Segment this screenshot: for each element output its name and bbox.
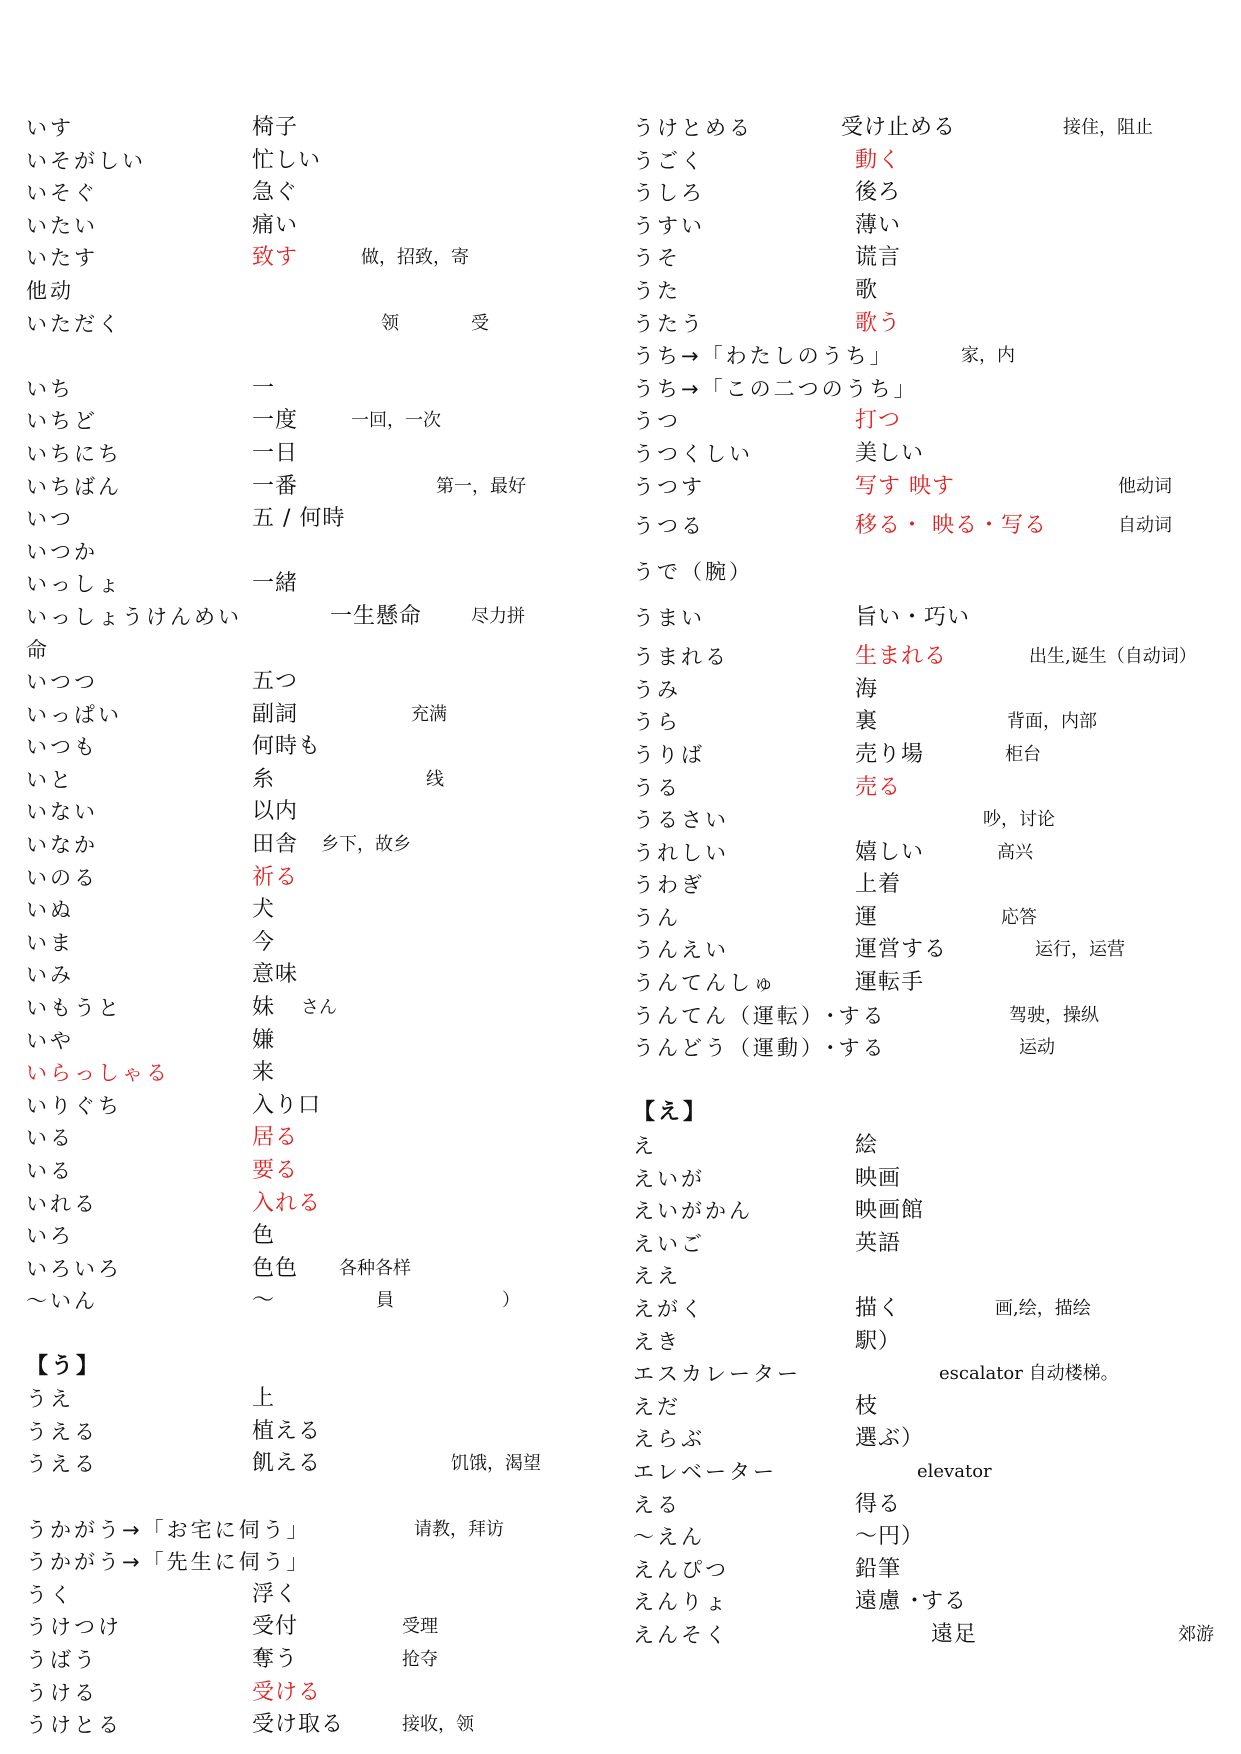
entry-reading: いちばん [26,474,122,499]
entry-kanji: 忙しい [252,147,322,173]
entry-reading: いらっしゃる [26,1061,170,1086]
entry-reading: いぬ [26,898,74,923]
entry-reading: える [633,1492,681,1517]
entry-kanji: 田舎 [252,832,299,858]
entry-reading: うけとる [26,1713,122,1738]
vocab-entry [26,308,626,341]
entry-reading: いる [26,1126,74,1151]
entry-reading: エスカレーター [633,1362,801,1387]
entry-reading: いみ [26,963,74,988]
entry-reading: いや [26,1028,74,1053]
vocab-entry [633,549,1233,595]
vocab-entry [633,641,1233,674]
entry-kanji: 遠慮 ･する [855,1589,967,1615]
entry-kanji: 要る [252,1158,299,1183]
entry-reading: えんぴつ [633,1557,729,1582]
vocab-entry [26,1579,626,1612]
vocab-entry [26,1220,626,1253]
vocab-entry [633,902,1233,935]
entry-kanji: 一生懸命 [330,603,423,629]
entry-reading: うた [633,278,681,303]
entry-kanji: 枝 [855,1393,879,1419]
vocab-entry [26,1285,626,1318]
entry-meaning: 自动词 [1118,515,1172,537]
entry-reading: うで（腕） [633,560,753,585]
vocab-entry [633,1554,1233,1587]
entry-reading: いたい [26,213,98,238]
entry-reading: うけとめる [633,116,753,140]
vocab-entry [26,1155,626,1188]
entry-reading: いる [26,1159,74,1183]
entry-kanji: 色 [252,1223,276,1249]
entry-meaning: さん [301,997,337,1019]
vocab-entry [26,568,626,601]
entry-reading: えんそく [633,1622,729,1647]
entry-kanji: 選ぶ） [855,1426,925,1452]
vocab-entry [633,1358,1233,1391]
entry-reading: いっぱい [26,702,122,727]
entry-reading: うかがう→「お宅に伺う」 [26,1517,311,1542]
vocab-entry [633,340,1233,373]
entry-kanji: 上 [252,1386,276,1412]
vocab-entry [633,1260,1233,1293]
entry-kanji: 動く [855,147,902,173]
entry-reading: いれる [26,1191,98,1216]
vocab-entry [633,837,1233,870]
entry-reading: いろいろ [26,1256,122,1281]
entry-reading: うんえい [633,938,729,963]
entry-kanji: 得る [855,1491,902,1517]
vocab-entry [26,503,626,536]
entry-meaning: 出生,诞生（自动词） [1029,646,1197,668]
entry-kanji: 副詞 [252,701,299,727]
entry-reading: うすい [633,213,705,238]
entry-reading: うそ [633,246,681,271]
vocab-entry [633,706,1233,739]
entry-kanji: 美しい [855,440,925,466]
vocab-entry [26,242,626,275]
vocab-entry [26,992,626,1025]
vocab-entry [633,869,1233,902]
entry-reading: うつす [633,474,705,499]
entry-kanji: 駅） [855,1328,902,1354]
entry-reading: うち→「わたしのうち」 [633,344,894,369]
entry-kanji: 映画館 [855,1198,925,1224]
entry-reading: いない [26,800,98,825]
entry-meaning: escalator 自动楼梯。 [939,1363,1119,1385]
vocab-entry [633,112,1233,145]
vocab-entry [26,1383,626,1416]
entry-kanji: 受け止める [841,115,957,140]
entry-reading: えいご [633,1231,705,1256]
entry-meaning: 第一，最好 [436,475,526,497]
entry-kanji: 映画 [855,1165,902,1191]
vocab-entry [633,1489,1233,1522]
vocab-entry [633,1521,1233,1554]
entry-kanji: 嬉しい [855,839,925,865]
vocab-entry [633,242,1233,275]
section-gap [26,1318,626,1351]
entry-kanji: 一緒 [252,571,299,597]
vocab-entry [26,1448,626,1481]
entry-reading: えんりょ [633,1590,729,1615]
vocab-entry [26,959,626,992]
entry-reading: ええ [633,1264,681,1289]
entry-kanji: 入れる [252,1190,322,1216]
entry-meaning: 郊游 [1178,1623,1214,1645]
entry-reading: うつくしい [633,441,753,466]
entry-kanji: 写す 映す [855,473,955,499]
entry-reading: うごく [633,148,705,173]
entry-kanji: 以内 [252,799,299,825]
entry-reading: うつ [633,409,681,434]
entry-reading: え [633,1134,657,1159]
entry-reading: いもうと [26,996,122,1021]
entry-kanji: 歌う [855,310,902,336]
entry-meaning: 饥饿，渴望 [451,1453,541,1475]
entry-meaning: 吵，讨论 [983,809,1055,831]
entry-reading: えだ [633,1394,681,1419]
entry-kanji: 運 [855,904,879,930]
entry-reading: 命 [26,637,50,662]
entry-reading: いっしょうけんめい [26,604,242,629]
entry-kanji: 一 [252,375,276,401]
vocab-entry [633,1228,1233,1261]
entry-kanji: 上着 [855,872,902,898]
vocab-entry [26,731,626,764]
entry-kanji: 受ける [252,1679,322,1705]
entry-meaning: 接住，阻止 [1063,117,1153,138]
entry-kanji: 後ろ [855,180,902,206]
entry-reading: うんてんしゅ [633,971,777,996]
entry-kanji: 今 [252,929,276,955]
entry-reading: うわぎ [633,873,705,898]
entry-kanji: 打つ [855,408,902,434]
section-heading [26,1351,626,1384]
entry-meaning: 柜台 [1005,743,1041,765]
entry-reading: いたす [26,246,98,271]
heading-label: 【う】 [26,1353,102,1379]
entry-reading: ～えん [633,1525,705,1550]
entry-meaning: 做，招致，寄 [361,247,469,269]
entry-meaning: 一回，一次 [351,410,441,432]
vocab-entry [26,1188,626,1221]
entry-reading: うつる [633,514,705,539]
vocab-entry [633,1163,1233,1196]
entry-reading: うたう [633,311,705,336]
vocab-entry [26,112,626,145]
entry-kanji: 犬 [252,897,276,923]
entry-reading: うまい [633,606,705,631]
entry-reading: うえる [26,1452,98,1477]
entry-reading: うん [633,905,681,930]
left-column [26,112,626,1742]
vocab-entry [26,536,626,569]
entry-meaning: 乡下，故乡 [321,834,411,856]
entry-kanji: 嫌 [252,1027,276,1053]
vocab-entry [633,934,1233,967]
entry-reading: いなか [26,833,98,858]
vocab-entry [26,1057,626,1090]
entry-reading: えがく [633,1297,705,1321]
entry-reading: いりぐち [26,1093,122,1118]
vocab-entry [633,1032,1233,1065]
section-gap [633,1065,1233,1098]
entry-reading: うみ [633,677,681,702]
vocab-entry [26,471,626,504]
entry-kanji: 祈る [252,864,299,890]
vocab-entry [633,145,1233,178]
vocab-entry [633,1391,1233,1424]
vocab-entry [26,829,626,862]
entry-kanji: 薄い [855,212,902,238]
entry-kanji: 浮く [252,1581,299,1607]
vocab-entry [26,145,626,178]
entry-kanji: 一度 [252,408,299,434]
entry-reading: ～いん [26,1289,98,1314]
entry-kanji: 急ぐ [252,180,299,206]
vocab-entry [26,862,626,895]
entry-kanji: 来 [252,1060,276,1086]
vocab-entry [633,1586,1233,1619]
entry-meaning: 受理 [402,1616,438,1638]
vocab-entry [26,177,626,210]
vocab-entry [633,1456,1233,1489]
vocab-entry [633,1619,1233,1652]
right-column [633,112,1233,1652]
entry-reading: うかがう→「先生に伺う」 [26,1550,311,1575]
vocab-entry [633,772,1233,805]
entry-kanji: ～ [252,1288,276,1314]
entry-reading: うれしい [633,840,729,865]
entry-reading: えらぶ [633,1427,705,1452]
entry-meaning: 員 ） [376,1290,520,1312]
entry-reading: うける [26,1680,98,1705]
vocab-entry [633,177,1233,210]
entry-reading: うんてん（運転）･する [633,1003,887,1028]
entry-meaning: 各种各样 [339,1257,411,1279]
entry-kanji: 妹 [252,995,276,1021]
entry-kanji: ～円） [855,1524,925,1550]
entry-kanji: 海 [855,676,879,702]
entry-reading: いと [26,767,74,792]
vocab-entry [26,1709,626,1742]
entry-kanji: 旨い・巧い [855,605,971,631]
entry-meaning: 领 受 [381,312,489,334]
vocab-entry [26,796,626,829]
vocab-entry [633,405,1233,438]
entry-kanji: 五つ [252,669,299,695]
entry-meaning: 他动词 [1118,475,1172,497]
vocab-entry [633,1000,1233,1033]
vocab-entry [633,1195,1233,1228]
vocab-entry [633,595,1233,641]
entry-meaning: 线 [426,768,444,790]
entry-kanji: 一日 [252,440,299,466]
vocab-entry [26,405,626,438]
entry-reading: うえる [26,1419,98,1444]
entry-reading: えき [633,1329,681,1354]
entry-kanji: 移る・ 映る・写る [855,513,1047,539]
vocab-entry [26,275,626,308]
vocab-entry [26,666,626,699]
entry-meaning: 运行，运营 [1035,939,1125,961]
entry-kanji: 生まれる [855,644,948,670]
vocab-entry [26,210,626,243]
entry-kanji: 居る [252,1125,299,1151]
vocab-entry [633,967,1233,1000]
entry-kanji: 絵 [855,1133,879,1159]
vocab-entry [26,699,626,732]
section-gap [26,1481,626,1514]
section-gap [26,340,626,373]
vocab-entry [26,601,626,634]
entry-reading: 他动 [26,278,74,303]
vocab-entry [633,308,1233,341]
entry-reading: うまれる [633,645,729,670]
entry-reading: いす [26,116,74,140]
vocab-entry [26,438,626,471]
entry-reading: いちにち [26,441,122,466]
entry-kanji: 意味 [252,962,299,988]
entry-kanji: 飢える [252,1451,322,1477]
entry-reading: うえ [26,1387,74,1412]
vocab-entry [26,1416,626,1449]
entry-reading: いっしょ [26,572,122,597]
vocab-entry [26,1025,626,1058]
entry-kanji: 運転手 [855,970,925,996]
heading-label: 【え】 [633,1100,709,1126]
entry-kanji: 描く [855,1296,902,1321]
vocab-entry [26,1677,626,1710]
entry-kanji: 運営する [855,937,948,963]
entry-meaning: 家，内 [961,345,1015,367]
vocab-entry [633,674,1233,707]
entry-meaning: 高兴 [997,841,1033,863]
vocab-entry [633,1130,1233,1163]
entry-reading: いちど [26,409,98,434]
vocab-entry [633,373,1233,406]
vocab-entry [633,739,1233,772]
entry-kanji: 売る [855,774,902,800]
vocab-entry [633,804,1233,837]
entry-meaning: 请教，拜访 [414,1518,504,1540]
entry-meaning: 画,绘，描绘 [995,1298,1091,1319]
entry-reading: いそがしい [26,148,146,173]
entry-reading: うんどう（運動）･する [633,1036,887,1061]
entry-reading: うけつけ [26,1615,122,1640]
vocab-entry [26,373,626,406]
entry-reading: エレベーター [633,1459,777,1484]
entry-kanji: 植える [252,1418,322,1444]
vocab-entry [26,1611,626,1644]
entry-reading: うばう [26,1647,98,1672]
entry-meaning: 驾驶，操纵 [1009,1004,1099,1026]
entry-meaning: 运动 [1019,1037,1055,1059]
vocab-entry [633,1326,1233,1359]
entry-reading: いつか [26,539,98,564]
entry-reading: うち→「この二つのうち」 [633,376,918,401]
vocab-entry [26,1122,626,1155]
entry-reading: いつ [26,507,74,532]
vocab-entry [633,275,1233,308]
entry-reading: うりば [633,742,705,767]
entry-kanji: 受け取る [252,1712,345,1738]
entry-reading: うる [633,775,681,800]
entry-meaning: 応答 [1001,906,1037,928]
section-heading [633,1097,1233,1130]
entry-reading: いつつ [26,670,98,695]
entry-reading: いま [26,930,74,955]
entry-kanji: 谎言 [855,245,902,271]
entry-kanji: 奪う [252,1646,299,1672]
entry-meaning: 抢夺 [402,1648,438,1670]
vocab-entry [26,1253,626,1286]
vocab-entry [633,471,1233,504]
entry-kanji: 致す [252,245,299,271]
vocab-entry [633,1293,1233,1326]
entry-reading: えいがかん [633,1199,753,1224]
entry-kanji: 入り口 [252,1092,322,1118]
entry-kanji: 五 / 何時 [252,506,346,532]
entry-meaning: 尽力拼 [471,605,525,627]
entry-reading: いつも [26,735,98,760]
vocab-entry [633,503,1233,549]
entry-meaning: 背面，内部 [1007,711,1097,733]
entry-kanji: 鉛筆 [855,1556,902,1582]
entry-kanji: 一番 [252,473,299,499]
entry-kanji: 英語 [855,1230,902,1256]
vocab-entry [26,1090,626,1123]
entry-kanji: 糸 [252,766,276,792]
entry-reading: いろ [26,1224,74,1249]
entry-kanji: 何時も [252,734,322,760]
vocab-entry [633,438,1233,471]
vocab-entry [26,927,626,960]
entry-reading: いのる [26,865,98,890]
entry-kanji: 歌 [855,277,879,303]
vocab-entry [26,894,626,927]
entry-reading: うるさい [633,808,729,833]
vocab-entry [633,1423,1233,1456]
vocab-entry [26,634,626,667]
entry-kanji: 遠足 [931,1621,978,1647]
entry-reading: いただく [26,311,122,336]
vocab-entry [26,1546,626,1579]
entry-kanji: 椅子 [252,115,299,140]
vocab-entry [26,1514,626,1547]
entry-kanji: 色色 [252,1255,299,1281]
entry-kanji: 受付 [252,1614,299,1640]
entry-reading: うしろ [633,181,705,206]
entry-reading: えいが [633,1166,705,1191]
entry-kanji: 裏 [855,709,879,735]
entry-reading: いそぐ [26,181,98,206]
entry-reading: いち [26,376,74,401]
vocab-entry [26,764,626,797]
entry-reading: うら [633,710,681,735]
entry-kanji: 痛い [252,212,299,238]
entry-reading: うく [26,1582,74,1607]
entry-kanji: 売り場 [855,741,925,767]
entry-meaning: 充满 [411,703,447,725]
vocab-entry [633,210,1233,243]
entry-meaning: elevator [917,1460,992,1482]
entry-meaning: 接收，领 [402,1714,474,1736]
vocab-entry [26,1644,626,1677]
